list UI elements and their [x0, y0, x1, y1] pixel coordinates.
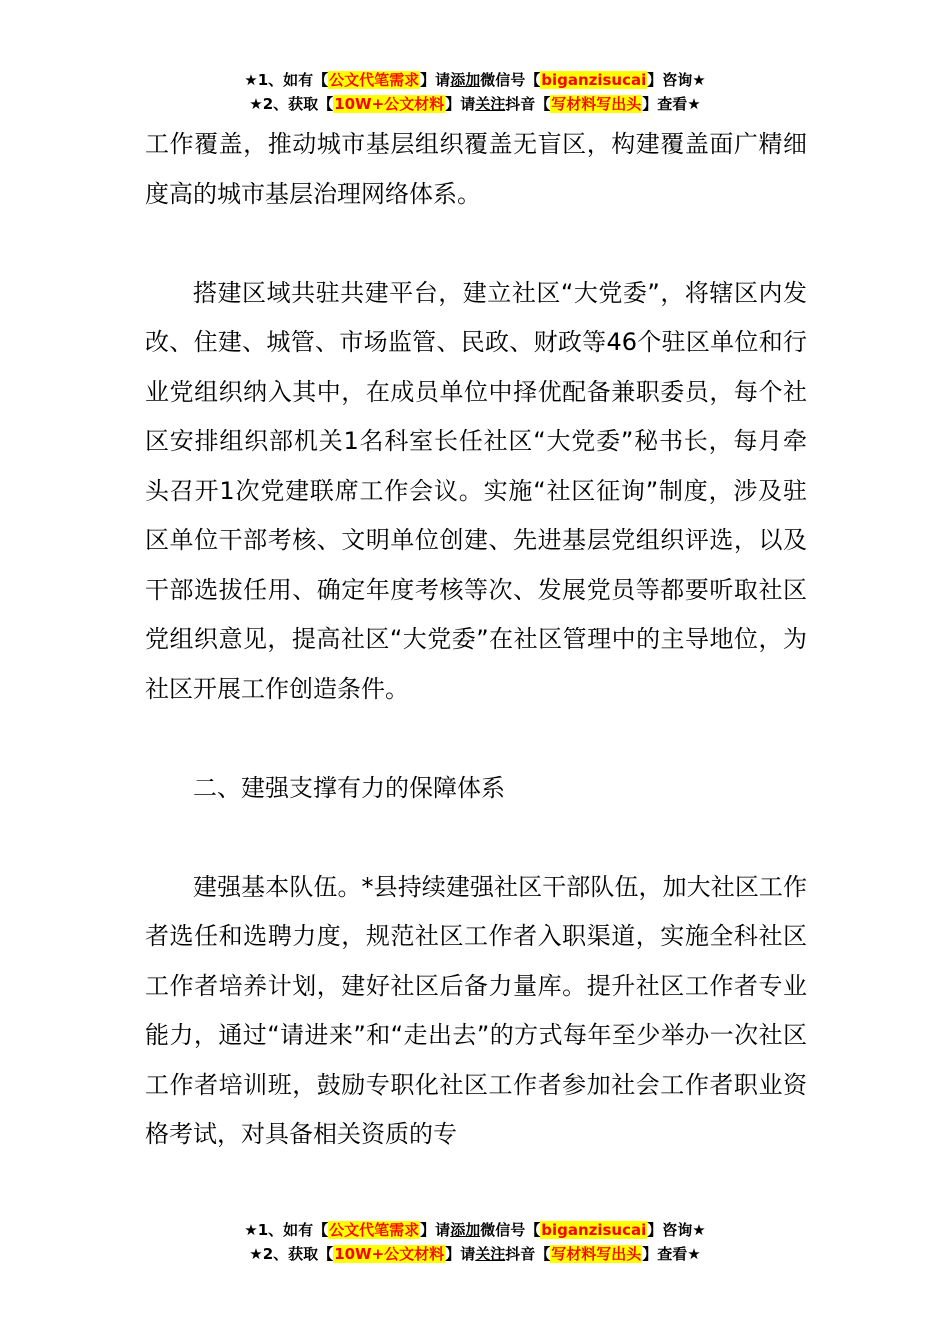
banner-highlight: biganzisucai [541, 1221, 647, 1239]
banner-underline: 添加 [450, 71, 481, 89]
paragraph-3: 建强基本队伍。*县持续建强社区干部队伍，加大社区工作者选任和选聘力度，规范社区工作者入职渠道，实施全科社区工作者培养计划，建好社区后备力量库。提升社区工作者专业能力，通过“请进来”和“走出去”的方式每年至少举办一次社区工作者培训班，鼓励专职化社区工作者参加社会工作者职业资格考试，对具备相关资质的专 [145, 872, 807, 1148]
footer-banner [0, 1218, 950, 1266]
section-heading: 二、建强支撑有力的保障体系 [193, 773, 505, 802]
paragraph-gap [145, 813, 807, 863]
banner-text: 】请 [445, 95, 476, 113]
banner-highlight: 10W+公文材料 [334, 95, 445, 113]
banner-line-1 [0, 1218, 950, 1242]
banner-highlight: 写材料写出头 [551, 1245, 642, 1263]
banner-line-2 [0, 1242, 950, 1266]
banner-text: 】请 [445, 1245, 476, 1263]
banner-text: 抖音【 [505, 95, 551, 113]
banner-underline: 关注 [475, 95, 506, 113]
banner-text: ★2、获取【 [249, 95, 334, 113]
banner-text: 微信号【 [480, 71, 541, 89]
header-banner [0, 68, 950, 116]
banner-text: 】查看★ [642, 95, 701, 113]
banner-line-2 [0, 92, 950, 116]
banner-text: ★1、如有【 [244, 1221, 329, 1239]
banner-text: 】请 [420, 1221, 451, 1239]
banner-text: 】请 [420, 71, 451, 89]
banner-highlight: biganzisucai [541, 71, 647, 89]
banner-highlight: 10W+公文材料 [334, 1245, 445, 1263]
banner-text: 抖音【 [505, 1245, 551, 1263]
banner-text: ★2、获取【 [249, 1245, 334, 1263]
banner-text: 】查看★ [642, 1245, 701, 1263]
document-body [145, 120, 807, 1160]
banner-line-1 [0, 68, 950, 92]
paragraph-gap [145, 714, 807, 764]
banner-highlight: 公文代笔需求 [329, 1221, 420, 1239]
banner-underline: 关注 [475, 1245, 506, 1263]
banner-highlight: 写材料写出头 [551, 95, 642, 113]
banner-text: 】咨询★ [647, 1221, 706, 1239]
banner-text: 微信号【 [480, 1221, 541, 1239]
banner-highlight: 公文代笔需求 [329, 71, 420, 89]
banner-text: ★1、如有【 [244, 71, 329, 89]
paragraph-1: 工作覆盖，推动城市基层组织覆盖无盲区，构建覆盖面广精细度高的城市基层治理网络体系。 [145, 130, 807, 208]
paragraph-gap [145, 219, 807, 269]
banner-underline: 添加 [450, 1221, 481, 1239]
banner-text: 】咨询★ [647, 71, 706, 89]
paragraph-2: 搭建区域共驻共建平台，建立社区“大党委”，将辖区内发改、住建、城管、市场监管、民政、财政等46个驻区单位和行业党组织纳入其中，在成员单位中择优配备兼职委员，每个社区安排组织部机关1名科室长任社区“大党委”秘书长，每月牵头召开1次党建联席工作会议。实施“社区征询”制度，涉及驻区单位干部考核、文明单位创建、先进基层党组织评选，以及干部选拔任用、确定年度考核等次、发展党员等都要听取社区党组织意见，提高社区“大党委”在社区管理中的主导地位，为社区开展工作创造条件。 [145, 278, 807, 703]
